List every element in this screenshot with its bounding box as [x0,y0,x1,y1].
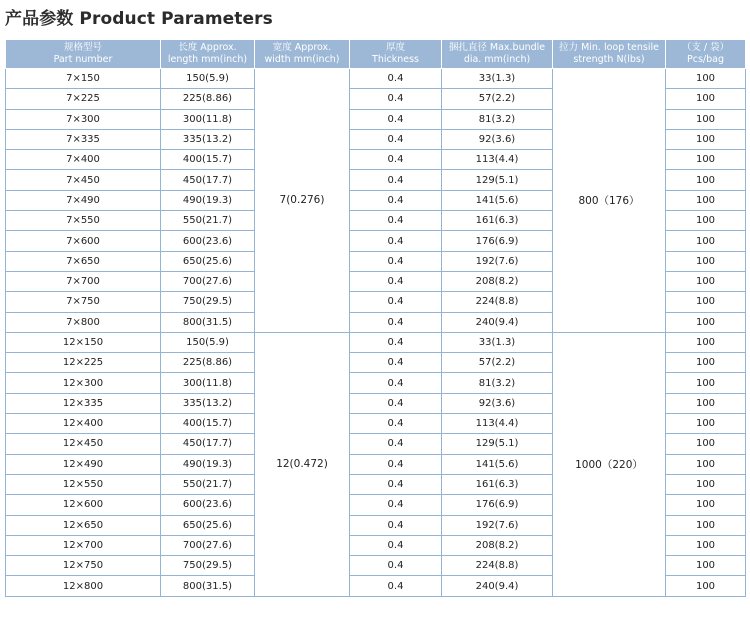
bundle-dia-cell: 192(7.6) [442,515,553,535]
length-cell: 800(31.5) [161,312,255,332]
part-number-cell: 12×300 [6,373,161,393]
thickness-cell: 0.4 [350,231,442,251]
length-cell: 600(23.6) [161,231,255,251]
thickness-cell: 0.4 [350,170,442,190]
pcs-bag-cell: 100 [666,495,746,515]
part-number-cell: 12×400 [6,414,161,434]
pcs-bag-cell: 100 [666,109,746,129]
header-en: width mm(inch) [264,54,340,65]
length-cell: 700(27.6) [161,271,255,291]
part-number-cell: 12×490 [6,454,161,474]
length-cell: 750(29.5) [161,556,255,576]
header-width [255,40,350,69]
pcs-bag-cell: 100 [666,535,746,555]
part-number-cell: 12×800 [6,576,161,596]
tensile-cell: 1000（220） [553,332,666,596]
part-number-cell: 7×300 [6,109,161,129]
bundle-dia-cell: 129(5.1) [442,170,553,190]
header-thickness [350,40,442,69]
thickness-cell: 0.4 [350,150,442,170]
pcs-bag-cell: 100 [666,150,746,170]
length-cell: 335(13.2) [161,129,255,149]
header-en: length mm(inch) [167,54,248,65]
header-row [6,40,746,69]
header-cn: 规格型号 [63,42,102,53]
header-part-number [6,40,161,69]
length-cell: 490(19.3) [161,190,255,210]
bundle-dia-cell: 92(3.6) [442,393,553,413]
bundle-dia-cell: 81(3.2) [442,373,553,393]
part-number-cell: 7×800 [6,312,161,332]
length-cell: 300(11.8) [161,109,255,129]
part-number-cell: 12×600 [6,495,161,515]
thickness-cell: 0.4 [350,515,442,535]
bundle-dia-cell: 57(2.2) [442,89,553,109]
product-parameters-table [5,39,746,597]
thickness-cell: 0.4 [350,251,442,271]
table-row [6,332,746,352]
header-length [161,40,255,69]
length-cell: 400(15.7) [161,414,255,434]
pcs-bag-cell: 100 [666,211,746,231]
thickness-cell: 0.4 [350,393,442,413]
part-number-cell: 12×650 [6,515,161,535]
thickness-cell: 0.4 [350,495,442,515]
part-number-cell: 12×150 [6,332,161,352]
thickness-cell: 0.4 [350,109,442,129]
bundle-dia-cell: 176(6.9) [442,495,553,515]
pcs-bag-cell: 100 [666,393,746,413]
part-number-cell: 12×700 [6,535,161,555]
bundle-dia-cell: 208(8.2) [442,271,553,291]
header-en: Part number [53,54,113,65]
pcs-bag-cell: 100 [666,332,746,352]
header-cn: 厚度 [385,42,405,53]
length-cell: 150(5.9) [161,69,255,89]
thickness-cell: 0.4 [350,556,442,576]
bundle-dia-cell: 33(1.3) [442,332,553,352]
header-cn: （支 / 袋） [681,42,730,53]
thickness-cell: 0.4 [350,332,442,352]
pcs-bag-cell: 100 [666,251,746,271]
part-number-cell: 7×450 [6,170,161,190]
part-number-cell: 7×400 [6,150,161,170]
bundle-dia-cell: 141(5.6) [442,454,553,474]
length-cell: 490(19.3) [161,454,255,474]
pcs-bag-cell: 100 [666,312,746,332]
thickness-cell: 0.4 [350,414,442,434]
pcs-bag-cell: 100 [666,576,746,596]
length-cell: 400(15.7) [161,150,255,170]
header-tensile [553,40,666,69]
thickness-cell: 0.4 [350,535,442,555]
part-number-cell: 7×150 [6,69,161,89]
length-cell: 450(17.7) [161,434,255,454]
thickness-cell: 0.4 [350,474,442,494]
part-number-cell: 12×225 [6,353,161,373]
length-cell: 450(17.7) [161,170,255,190]
part-number-cell: 12×750 [6,556,161,576]
header-cn: 拉力 Min. loop tensile [559,42,659,53]
thickness-cell: 0.4 [350,129,442,149]
thickness-cell: 0.4 [350,211,442,231]
thickness-cell: 0.4 [350,292,442,312]
part-number-cell: 7×225 [6,89,161,109]
table-row [6,69,746,89]
length-cell: 600(23.6) [161,495,255,515]
bundle-dia-cell: 113(4.4) [442,414,553,434]
pcs-bag-cell: 100 [666,474,746,494]
part-number-cell: 7×650 [6,251,161,271]
header-cn: 长度 Approx. [178,42,237,53]
part-number-cell: 12×335 [6,393,161,413]
header-pcs-bag [666,40,746,69]
bundle-dia-cell: 57(2.2) [442,353,553,373]
pcs-bag-cell: 100 [666,556,746,576]
length-cell: 650(25.6) [161,515,255,535]
bundle-dia-cell: 81(3.2) [442,109,553,129]
part-number-cell: 12×450 [6,434,161,454]
bundle-dia-cell: 240(9.4) [442,576,553,596]
bundle-dia-cell: 192(7.6) [442,251,553,271]
thickness-cell: 0.4 [350,434,442,454]
length-cell: 150(5.9) [161,332,255,352]
length-cell: 700(27.6) [161,535,255,555]
length-cell: 650(25.6) [161,251,255,271]
page-title: 产品参数 Product Parameters [5,9,273,29]
thickness-cell: 0.4 [350,89,442,109]
bundle-dia-cell: 224(8.8) [442,292,553,312]
part-number-cell: 7×335 [6,129,161,149]
bundle-dia-cell: 141(5.6) [442,190,553,210]
bundle-dia-cell: 92(3.6) [442,129,553,149]
pcs-bag-cell: 100 [666,129,746,149]
thickness-cell: 0.4 [350,190,442,210]
header-bundle-dia [442,40,553,69]
pcs-bag-cell: 100 [666,271,746,291]
length-cell: 300(11.8) [161,373,255,393]
bundle-dia-cell: 113(4.4) [442,150,553,170]
header-cn: 宽度 Approx. [272,42,332,53]
bundle-dia-cell: 33(1.3) [442,69,553,89]
pcs-bag-cell: 100 [666,231,746,251]
thickness-cell: 0.4 [350,454,442,474]
pcs-bag-cell: 100 [666,292,746,312]
pcs-bag-cell: 100 [666,434,746,454]
pcs-bag-cell: 100 [666,190,746,210]
pcs-bag-cell: 100 [666,353,746,373]
length-cell: 335(13.2) [161,393,255,413]
pcs-bag-cell: 100 [666,69,746,89]
bundle-dia-cell: 161(6.3) [442,211,553,231]
pcs-bag-cell: 100 [666,515,746,535]
part-number-cell: 7×700 [6,271,161,291]
pcs-bag-cell: 100 [666,373,746,393]
bundle-dia-cell: 208(8.2) [442,535,553,555]
bundle-dia-cell: 240(9.4) [442,312,553,332]
width-cell: 12(0.472) [255,332,350,596]
part-number-cell: 7×600 [6,231,161,251]
part-number-cell: 7×550 [6,211,161,231]
thickness-cell: 0.4 [350,576,442,596]
length-cell: 750(29.5) [161,292,255,312]
header-en: Thickness [372,54,419,65]
length-cell: 225(8.86) [161,353,255,373]
header-en: strength N(lbs) [573,54,645,65]
length-cell: 550(21.7) [161,211,255,231]
part-number-cell: 12×550 [6,474,161,494]
pcs-bag-cell: 100 [666,454,746,474]
part-number-cell: 7×750 [6,292,161,312]
header-en: Pcs/bag [687,54,724,65]
pcs-bag-cell: 100 [666,414,746,434]
bundle-dia-cell: 129(5.1) [442,434,553,454]
bundle-dia-cell: 161(6.3) [442,474,553,494]
bundle-dia-cell: 224(8.8) [442,556,553,576]
length-cell: 800(31.5) [161,576,255,596]
table-body [6,69,746,597]
header-cn: 捆扎直径 Max.bundle [448,42,546,53]
thickness-cell: 0.4 [350,373,442,393]
thickness-cell: 0.4 [350,69,442,89]
bundle-dia-cell: 176(6.9) [442,231,553,251]
header-en: dia. mm(inch) [463,54,531,65]
length-cell: 550(21.7) [161,474,255,494]
width-cell: 7(0.276) [255,69,350,333]
thickness-cell: 0.4 [350,271,442,291]
pcs-bag-cell: 100 [666,170,746,190]
tensile-cell: 800（176） [553,69,666,333]
thickness-cell: 0.4 [350,353,442,373]
part-number-cell: 7×490 [6,190,161,210]
length-cell: 225(8.86) [161,89,255,109]
pcs-bag-cell: 100 [666,89,746,109]
thickness-cell: 0.4 [350,312,442,332]
